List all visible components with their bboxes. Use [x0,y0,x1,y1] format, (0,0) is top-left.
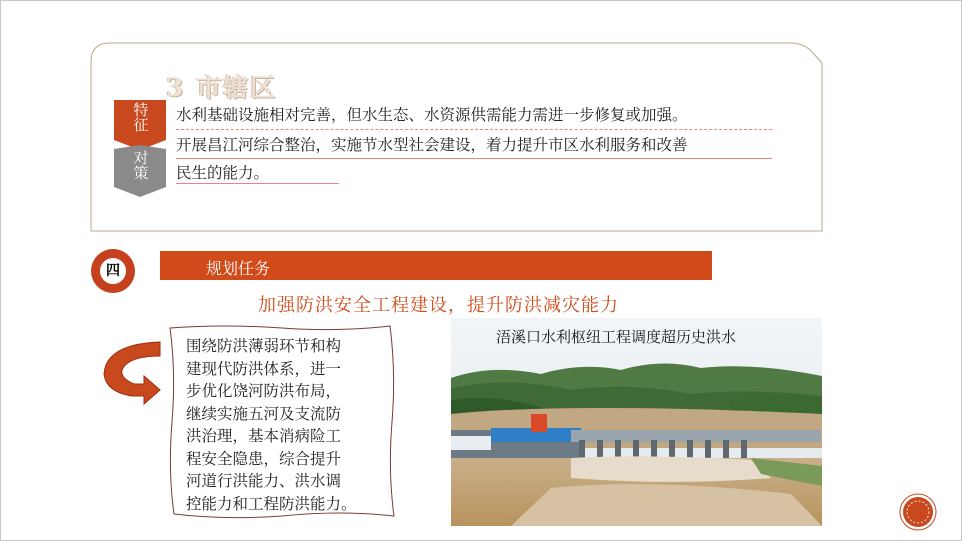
text-line: 洪治理，基本消病险工 [186,427,342,445]
text-line: 建现代防洪体系，进一 [186,359,342,378]
text-line: 继续实施五河及支流防 [186,404,342,423]
paragraph-line-1: 水利基础设施相对完善，但水生态、水资源供需能力需进一步修复或加强。 [176,106,688,124]
banner-label: 规划任务 [206,259,271,278]
text-line: 步优化饶河防洪布局， [186,382,342,400]
circle-button-icon[interactable] [899,493,937,531]
paragraph-line-2: 开展昌江河综合整治，实施节水型社会建设，着力提升市区水利服务和改善 [176,136,688,154]
measure-tag-label: 对策 [131,150,150,180]
text-box [186,335,386,515]
feature-tag-label: 特征 [131,102,150,132]
section-title: 3 市辖区 [166,73,278,102]
photo-caption: 浯溪口水利枢纽工程调度超历史洪水 [496,328,737,346]
paragraph-line-3: 民生的能力。 [176,164,270,182]
underline-3 [176,183,339,184]
text-line: 围绕防洪薄弱环节和构 [186,337,342,355]
underline-2 [176,158,772,159]
section-banner [160,251,712,280]
section-number-badge [91,249,135,293]
section-number: 四 [100,258,126,284]
curved-arrow-icon [98,338,164,408]
underline-1 [176,129,772,130]
text-line: 控能力和工程防洪能力。 [186,494,357,513]
text-line: 河道行洪能力、洪水调 [186,472,342,490]
section-subtitle: 加强防洪安全工程建设，提升防洪减灾能力 [258,295,619,316]
dam-photo [451,318,822,526]
text-line: 程安全隐患，综合提升 [186,449,342,468]
